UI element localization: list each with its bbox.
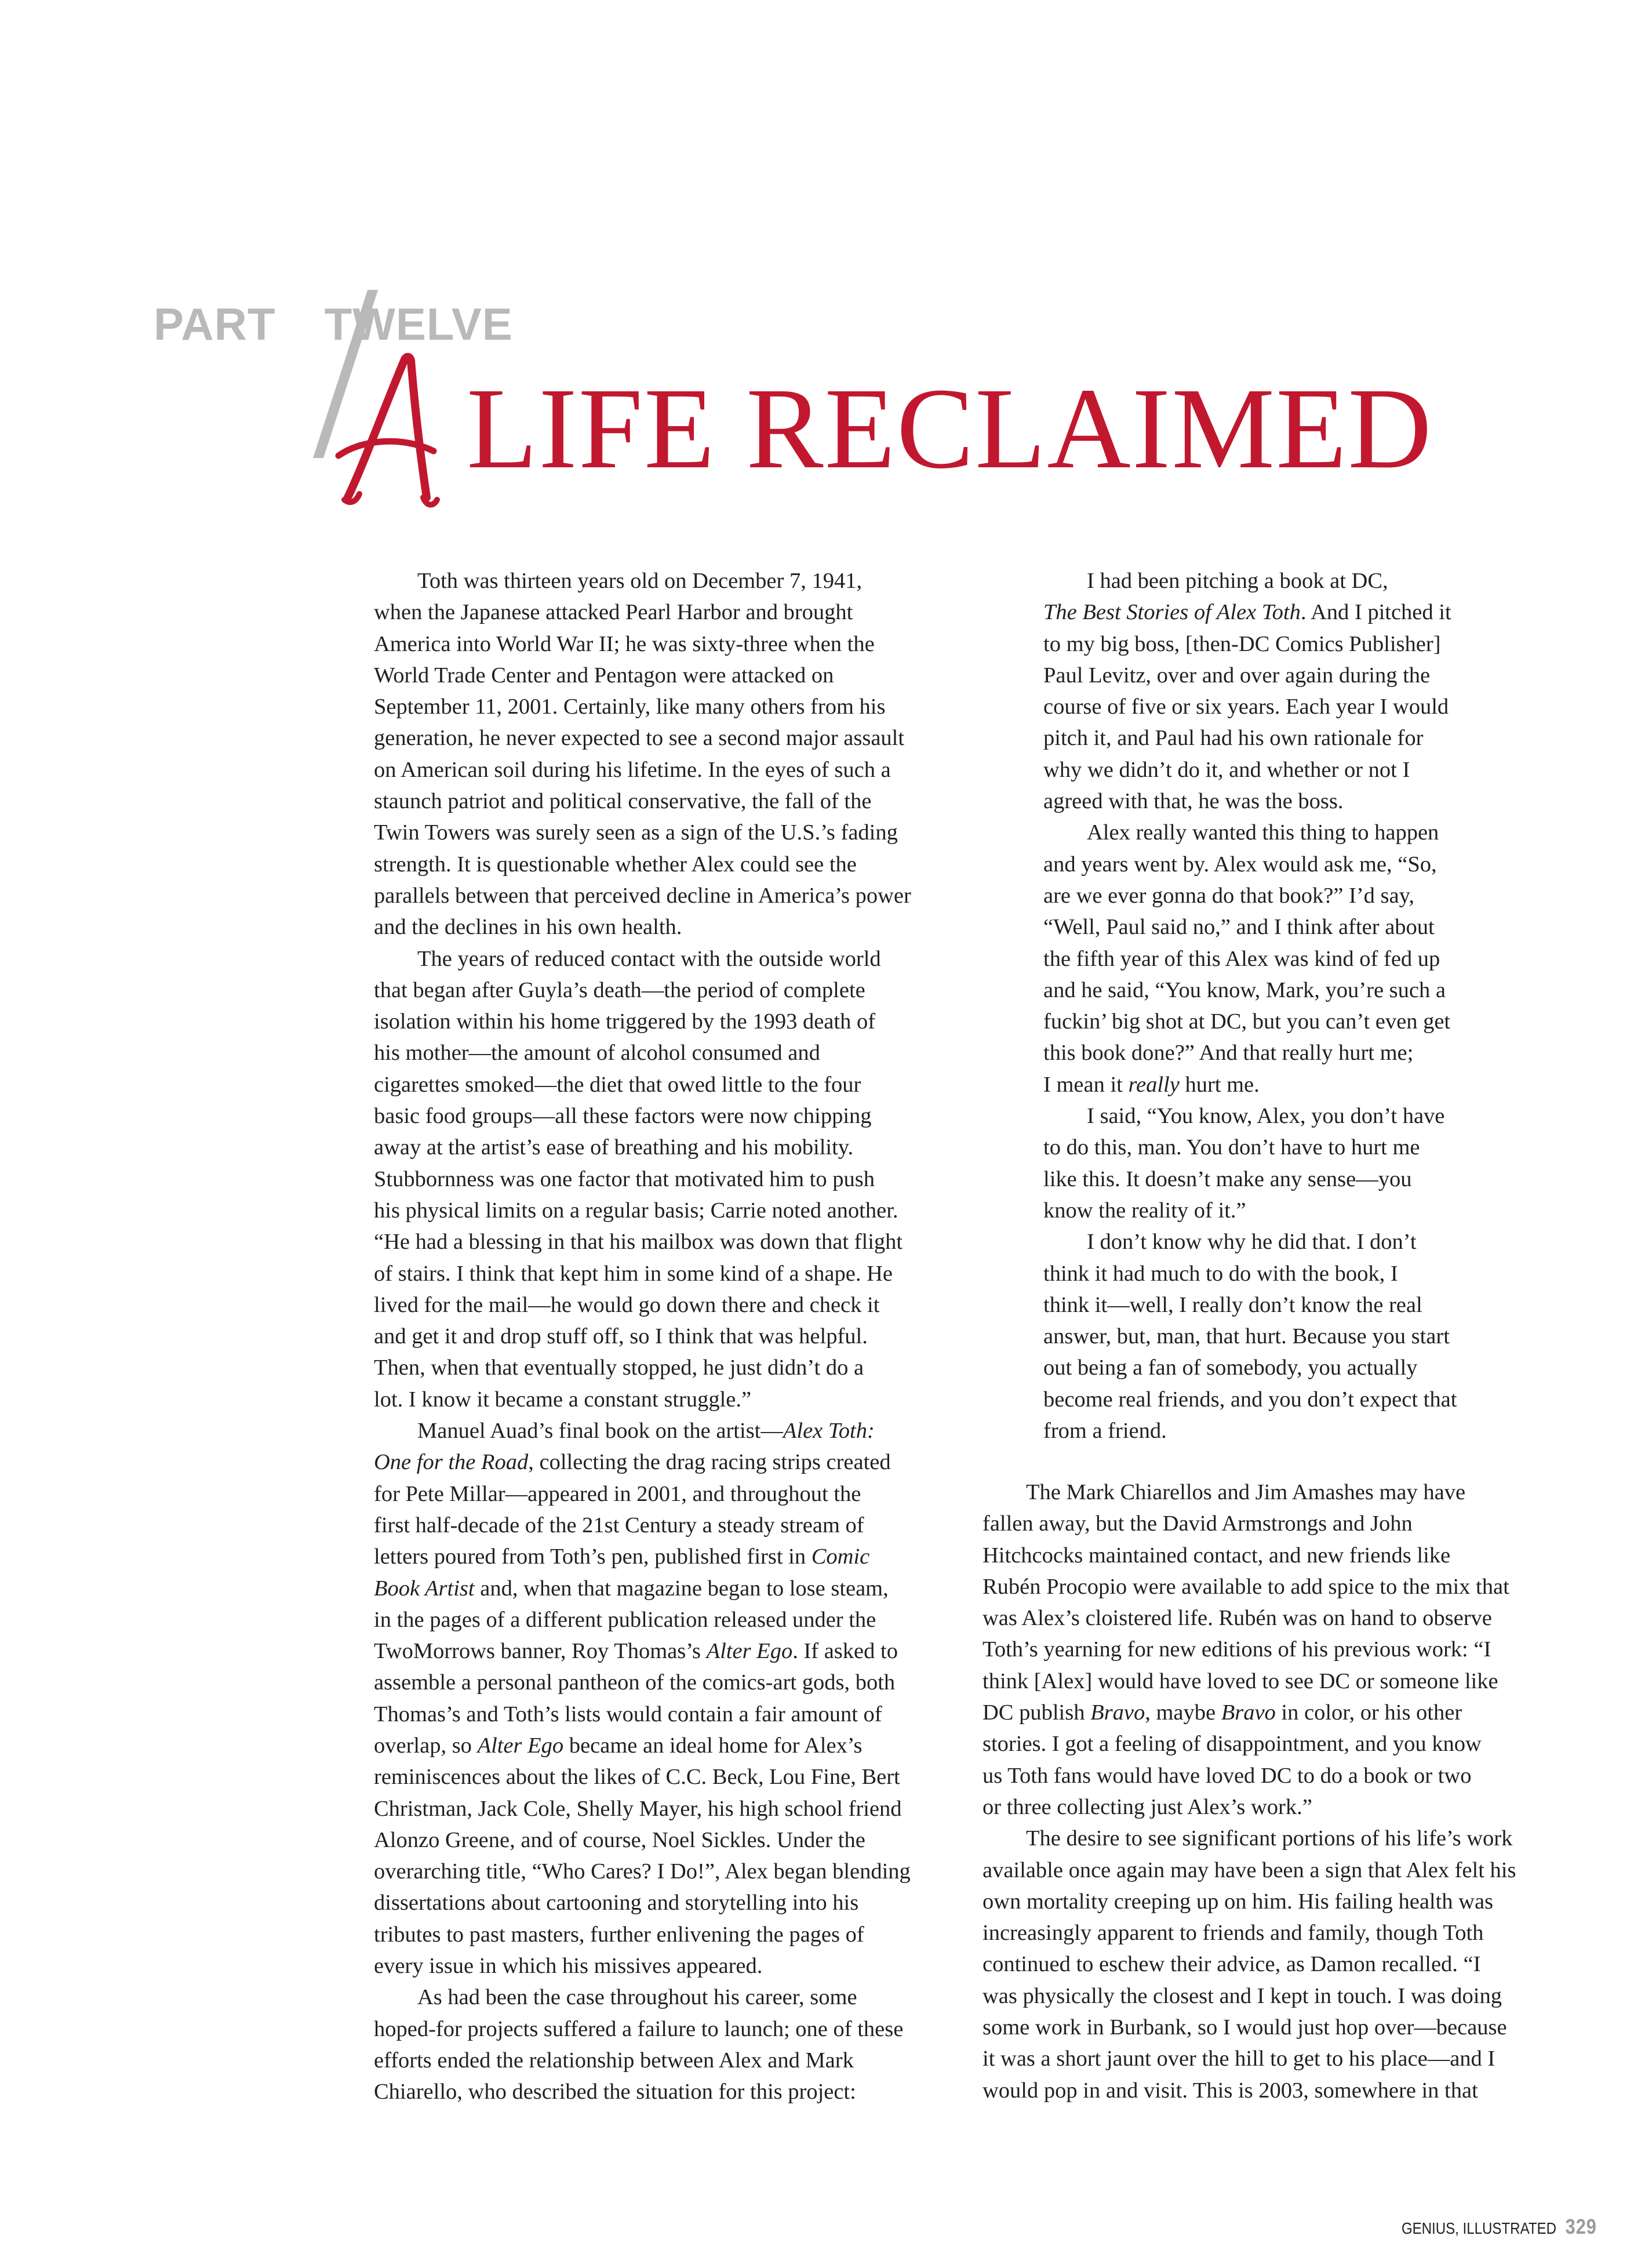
text-line: on American soil during his lifetime. In the eyes of such a [374,757,891,782]
text-line: I mean it really hurt me. [1043,1072,1260,1097]
text-line: Manuel Auad’s final book on the artist—Alex Toth: [417,1419,875,1444]
text-line: I had been pitching a book at DC, [1087,569,1388,593]
text-line: TwoMorrows banner, Roy Thomas’s Alter Ego. If asked to [374,1639,898,1664]
text-line: lot. I know it became a constant struggle.” [374,1387,752,1412]
text-line: dissertations about cartooning and storytelling into his [374,1891,859,1915]
text-line: strength. It is questionable whether Alex could see the [374,852,857,877]
text-line: I don’t know why he did that. I don’t [1087,1230,1417,1255]
text-line: and he said, “You know, Mark, you’re such a [1043,977,1446,1002]
text-line: or three collecting just Alex’s work.” [983,1794,1312,1819]
text-line: first half-decade of the 21st Century a steady stream of [374,1513,864,1537]
text-line: The Best Stories of Alex Toth. And I pitched it [1043,600,1451,625]
text-line: assemble a personal pantheon of the comics-art gods, both [374,1670,896,1695]
paragraph [1043,565,1507,817]
text-line: lived for the mail—he would go down there and check it [374,1292,880,1317]
text-line: in the pages of a different publication released under the [374,1607,876,1632]
text-line: Stubbornness was one factor that motivated him to push [374,1166,875,1191]
text-line: Paul Levitz, over and over again during the [1043,663,1431,688]
text-line: know the reality of it.” [1043,1198,1246,1223]
text-line: generation, he never expected to see a second major assault [374,726,905,751]
text-line: September 11, 2001. Certainly, like many others from his [374,695,886,719]
body-column-right [983,1477,1539,2106]
text-line: available once again may have been a sign that Alex felt his [983,1857,1516,1882]
text-line: fuckin’ big shot at DC, but you can’t even get [1043,1009,1451,1034]
text-line: Alonzo Greene, and of course, Noel Sickles. Under the [374,1827,865,1852]
text-line: us Toth fans would have loved DC to do a book or two [983,1763,1472,1788]
text-line: I said, “You know, Alex, you don’t have [1087,1104,1445,1129]
text-line: Then, when that eventually stopped, he just didn’t do a [374,1355,864,1380]
text-line: tributes to past masters, further enlivening the pages of [374,1922,864,1947]
text-line: Twin Towers was surely seen as a sign of the U.S.’s fading [374,820,898,845]
text-line: every issue in which his missives appeared. [374,1954,763,1979]
part-number: TWELVE [324,299,513,350]
text-line: answer, but, man, that hurt. Because you start [1043,1324,1450,1349]
paragraph [374,1982,930,2107]
part-word: PART [154,299,276,350]
paragraph [374,565,930,943]
text-line: “Well, Paul said no,” and I think after about [1043,915,1435,940]
paragraph [1043,1100,1507,1226]
text-line: America into World War II; he was sixty-three when the [374,631,875,656]
text-line: own mortality creeping up on him. His failing health was [983,1889,1494,1914]
script-a-glyph [336,348,441,510]
part-label [154,299,513,350]
text-line: are we ever gonna do that book?” I’d say, [1043,883,1414,908]
text-line: stories. I got a feeling of disappointment, and you know [983,1732,1482,1757]
page-footer [1402,2215,1597,2239]
text-line: think [Alex] would have loved to see DC or someone like [983,1669,1498,1693]
text-line: One for the Road, collecting the drag racing strips created [374,1450,891,1475]
text-line: Toth was thirteen years old on December 7, 1941, [417,569,863,593]
text-line: Chiarello, who described the situation for this project: [374,2080,856,2104]
text-line: why we didn’t do it, and whether or not I [1043,757,1410,782]
paragraph [374,943,930,1415]
text-line: The Mark Chiarellos and Jim Amashes may have [1026,1480,1466,1504]
text-line: was Alex’s cloistered life. Rubén was on hand to observe [983,1606,1492,1631]
text-line: hoped-for projects suffered a failure to launch; one of these [374,2016,904,2041]
text-line: increasingly apparent to friends and family, though Toth [983,1921,1484,1946]
text-line: fallen away, but the David Armstrongs and John [983,1511,1413,1536]
text-line: staunch patriot and political conservative, the fall of the [374,789,872,814]
text-line: Rubén Procopio were available to add spice to the mix that [983,1574,1509,1599]
text-line: efforts ended the relationship between Alex and Mark [374,2048,854,2073]
chapter-title: LIFE RECLAIMED [467,365,1433,493]
text-line: think it had much to do with the book, I [1043,1261,1398,1286]
paragraph [374,1415,930,1982]
text-line: overarching title, “Who Cares? I Do!”, Alex began blending [374,1859,911,1884]
text-line: basic food groups—all these factors were now chipping [374,1104,872,1129]
text-line: reminiscences about the likes of C.C. Beck, Lou Fine, Bert [374,1765,900,1790]
body-column-left [374,565,930,2108]
text-line: some work in Burbank, so I would just hop over—because [983,2015,1507,2040]
text-line: was physically the closest and I kept in touch. I was doing [983,1983,1502,2008]
text-line: letters poured from Toth’s pen, published first in Comic [374,1544,870,1569]
text-line: and years went by. Alex would ask me, “So, [1043,852,1437,877]
text-line: and get it and drop stuff off, so I think that was helpful. [374,1324,868,1349]
text-line: Toth’s yearning for new editions of his previous work: “I [983,1637,1491,1662]
paragraph [983,1477,1539,1823]
page-number: 329 [1565,2215,1597,2238]
text-line: The desire to see significant portions of his life’s work [1026,1826,1513,1851]
text-line: this book done?” And that really hurt me; [1043,1041,1414,1066]
text-line: overlap, so Alter Ego became an ideal home for Alex’s [374,1733,863,1758]
text-line: The years of reduced contact with the outside world [417,946,881,971]
text-line: Thomas’s and Toth’s lists would contain a fair amount of [374,1702,882,1726]
text-line: when the Japanese attacked Pearl Harbor and brought [374,600,853,625]
text-line: would pop in and visit. This is 2003, somewhere in that [983,2078,1478,2103]
paragraph [1043,817,1507,1100]
text-line: think it—well, I really don’t know the real [1043,1292,1422,1317]
text-line: agreed with that, he was the boss. [1043,789,1344,814]
text-line: from a friend. [1043,1419,1167,1444]
text-line: like this. It doesn’t make any sense—you [1043,1166,1412,1191]
text-line: the fifth year of this Alex was kind of fed up [1043,946,1440,971]
text-line: away at the artist’s ease of breathing and his mobility. [374,1135,854,1160]
paragraph [1043,1226,1507,1446]
text-line: his physical limits on a regular basis; Carrie noted another. [374,1198,898,1223]
text-line: course of five or six years. Each year I would [1043,695,1449,719]
text-line: his mother—the amount of alcohol consumed and [374,1041,820,1066]
text-line: Christman, Jack Cole, Shelly Mayer, his high school friend [374,1796,902,1821]
text-line: become real friends, and you don’t expect that [1043,1387,1457,1412]
text-line: Book Artist and, when that magazine began to lose steam, [374,1576,889,1601]
text-line: isolation within his home triggered by the 1993 death of [374,1009,876,1034]
text-line: it was a short jaunt over the hill to get to his place—and I [983,2046,1495,2071]
text-line: cigarettes smoked—the diet that owed little to the four [374,1072,861,1097]
text-line: parallels between that perceived decline in America’s power [374,883,911,908]
running-footer-title: GENIUS, ILLUSTRATED [1402,2219,1557,2237]
text-line: As had been the case throughout his career, some [417,1985,857,2010]
text-line: “He had a blessing in that his mailbox was down that flight [374,1230,903,1255]
text-line: of stairs. I think that kept him in some kind of a shape. He [374,1261,893,1286]
text-line: Hitchcocks maintained contact, and new friends like [983,1543,1451,1568]
text-line: to do this, man. You don’t have to hurt me [1043,1135,1420,1160]
text-line: out being a fan of somebody, you actually [1043,1355,1418,1380]
paragraph [983,1823,1539,2106]
text-line: DC publish Bravo, maybe Bravo in color, or his other [983,1700,1462,1725]
text-line: World Trade Center and Pentagon were attacked on [374,663,834,688]
text-line: Alex really wanted this thing to happen [1087,820,1439,845]
text-line: for Pete Millar—appeared in 2001, and throughout the [374,1481,861,1506]
text-line: continued to eschew their advice, as Damon recalled. “I [983,1952,1481,1977]
text-line: and the declines in his own health. [374,915,682,940]
text-line: that began after Guyla’s death—the period of complete [374,977,865,1002]
chapter-title-initial [336,348,441,510]
text-line: pitch it, and Paul had his own rationale for [1043,726,1424,751]
text-line: to my big boss, [then-DC Comics Publisher] [1043,631,1441,656]
block-quote [1043,565,1507,1446]
